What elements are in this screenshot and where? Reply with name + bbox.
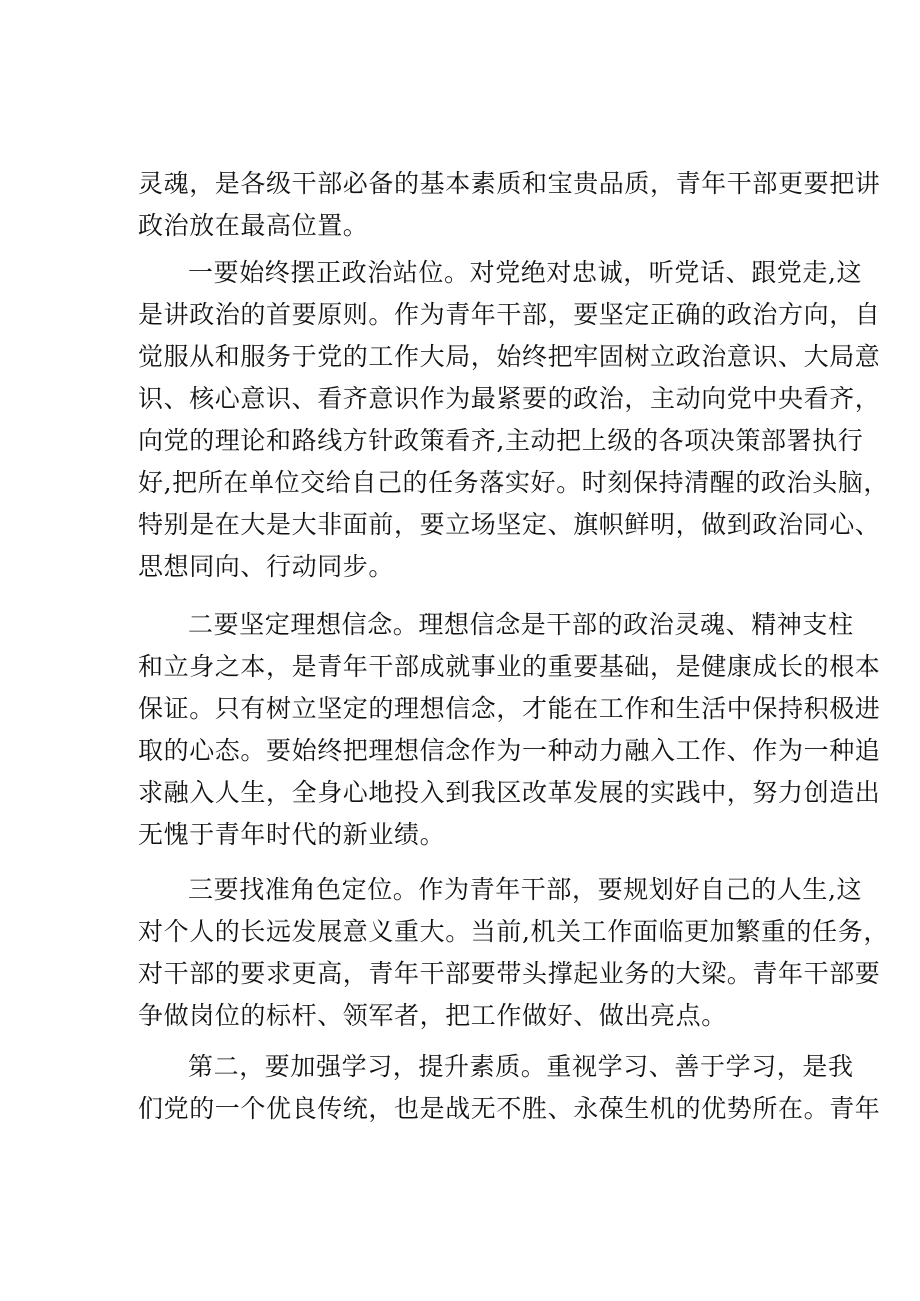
text-line: 对个人的长远发展意义重大。当前,机关工作面临更加繁重的任务，: [138, 917, 889, 946]
text-line: 争做岗位的标杆、领军者，把工作做好、做出亮点。: [138, 1001, 727, 1030]
text-line: 特别是在大是大非面前，要立场坚定、旗帜鲜明，做到政治同心、: [138, 510, 881, 539]
text-line: 第二，要加强学习，提升素质。重视学习、善于学习，是我: [188, 1052, 854, 1081]
paragraph-political-stance: [138, 252, 889, 588]
text-line: 向党的理论和路线方针政策看齐,主动把上级的各项决策部署执行: [138, 426, 864, 455]
text-line: 取的心态。要始终把理想信念作为一种动力融入工作、作为一种追: [138, 736, 881, 765]
text-line: 对干部的要求更高，青年干部要带头撑起业务的大梁。青年干部要: [138, 959, 881, 988]
text-line: 们党的一个优良传统，也是战无不胜、永葆生机的优势所在。青年: [138, 1094, 881, 1123]
text-line: 好,把所在单位交给自己的任务落实好。时刻保持清醒的政治头脑，: [138, 468, 889, 497]
text-line: 政治放在最高位置。: [138, 211, 369, 240]
text-line: 识、核心意识、看齐意识作为最紧要的政治，主动向党中央看齐，: [138, 384, 881, 413]
text-line: 三要找准角色定位。作为青年干部，要规划好自己的人生,这: [188, 875, 863, 904]
text-line: 觉服从和服务于党的工作大局，始终把牢固树立政治意识、大局意: [138, 342, 881, 371]
text-line: 保证。只有树立坚定的理想信念，才能在工作和生活中保持积极进: [138, 694, 881, 723]
text-line: 求融入人生，全身心地投入到我区改革发展的实践中，努力创造出: [138, 778, 881, 807]
text-line: 灵魂，是各级干部必备的基本素质和宝贵品质，青年干部更要把讲: [138, 169, 881, 198]
paragraph-role-positioning: [138, 869, 889, 1037]
text-line: 无愧于青年时代的新业绩。: [138, 820, 446, 849]
text-line: 思想同向、行动同步。: [138, 552, 395, 581]
paragraph-study-quality: [138, 1046, 881, 1130]
text-line: 一要始终摆正政治站位。对党绝对忠诚，听党话、跟党走,这: [188, 258, 863, 287]
text-line: 和立身之本，是青年干部成就事业的重要基础，是健康成长的根本: [138, 652, 881, 681]
paragraph-continuation: [138, 163, 881, 247]
text-line: 二要坚定理想信念。理想信念是干部的政治灵魂、精神支柱: [188, 610, 854, 639]
paragraph-ideals-beliefs: [138, 604, 881, 856]
text-line: 是讲政治的首要原则。作为青年干部，要坚定正确的政治方向，自: [138, 300, 881, 329]
